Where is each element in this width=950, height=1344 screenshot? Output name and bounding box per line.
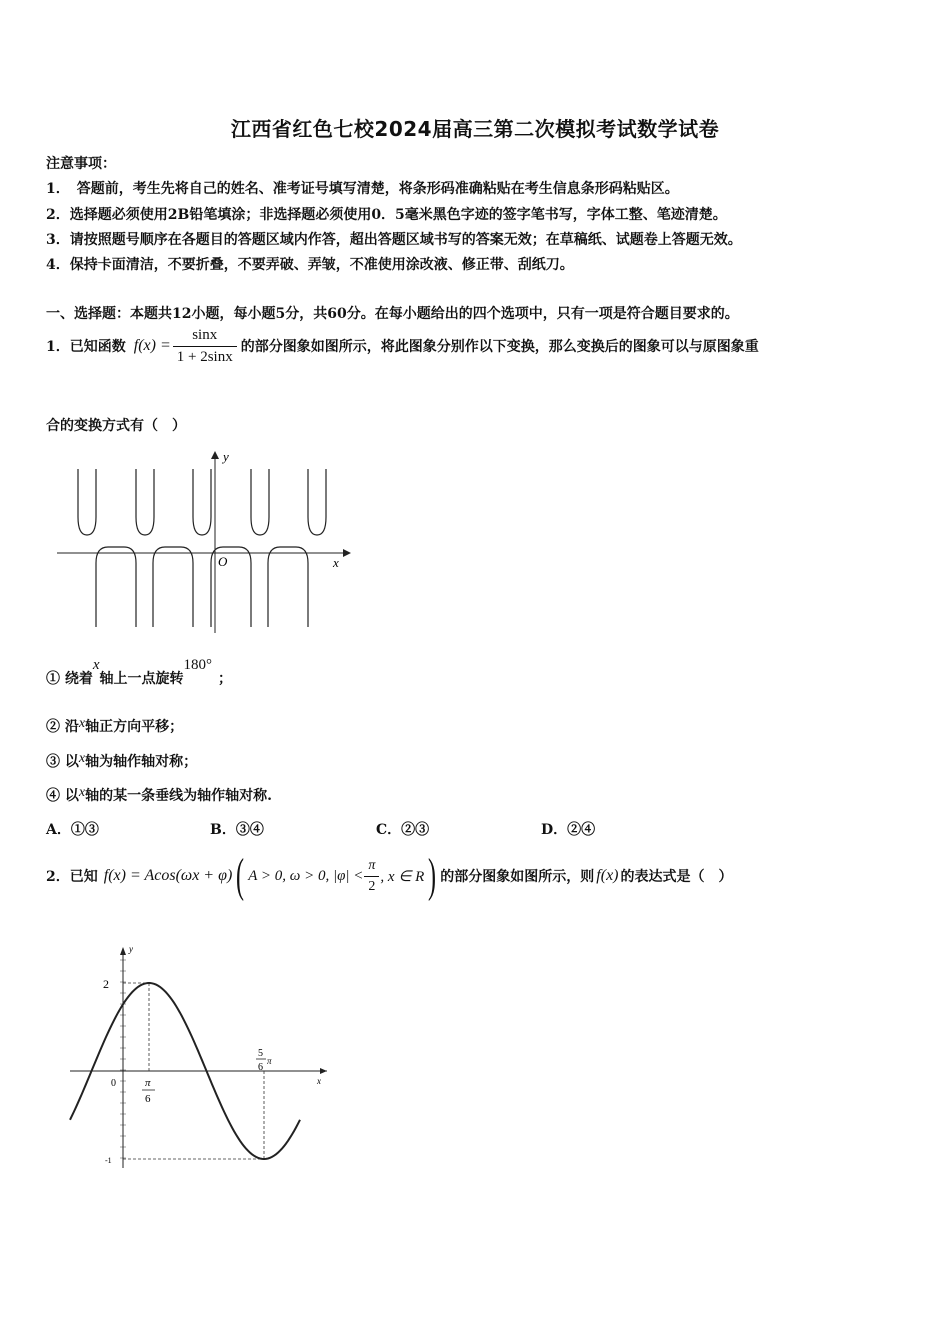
q1-s2-pre: ② 沿 [46, 719, 79, 735]
q1-option-c[interactable] [376, 819, 429, 839]
notice-item-1: 1． 答题前，考生先将自己的姓名、准考证号填写清楚，将条形码准确粘贴在考生信息条形码粘贴区。 [46, 181, 679, 197]
q1-text-a: 的部分图象如图所示，将此图象分别作以下变换，那么变换后的图象可以与原图象重 [240, 339, 759, 355]
notice-heading: 注意事项： [46, 156, 116, 172]
option-letter: A． [46, 822, 71, 838]
q1-statement-3 [46, 751, 197, 771]
q2-end: 的表达式是（ ） [620, 869, 733, 885]
q1-curves [78, 469, 326, 627]
q2-min-label: -1 [105, 1156, 112, 1165]
q1-statement-4 [46, 785, 272, 805]
q1-s1-post: 轴上一点旋转 [99, 671, 184, 687]
q2-cond-frac-num: π [364, 858, 379, 876]
q1-lower-branch [268, 547, 308, 627]
q1-upper-branch [308, 469, 326, 535]
q1-origin-label: O [218, 554, 228, 569]
q1-x-arrow [343, 549, 351, 557]
page-title: 江西省红色七校2024届高三第二次模拟考试数学试卷 [230, 117, 720, 141]
q1-s1-end: ； [218, 671, 233, 687]
q1-s4-post: 轴的某一条垂线为轴作轴对称. [85, 788, 272, 804]
q2-graph [65, 940, 340, 1175]
q2-paren-left: ( [236, 849, 245, 902]
q2-prefix: 2．已知 [46, 869, 98, 885]
q1-s1-pre: ① 绕着 [46, 671, 93, 687]
q2-x2-pi: π [267, 1056, 272, 1066]
notice-item-2: 2．选择题必须使用2B铅笔填涂；非选择题必须使用0．5毫米黑色字迹的签字笔书写，字体工整、笔迹清楚。 [46, 207, 727, 223]
q1-frac-den: 1 + 2sinx [176, 348, 233, 365]
q2-cond-a: A > 0, ω > 0, |φ| < [248, 867, 364, 884]
option-value: ③④ [235, 822, 264, 838]
notice-item-3: 3．请按照题号顺序在各题目的答题区域内作答，超出答题区域书写的答案无效；在草稿纸、试题卷上答题无效。 [46, 232, 742, 248]
notice-item-4: 4．保持卡面清洁，不要折叠，不要弄破、弄皱，不准使用涂改液、修正带、刮纸刀。 [46, 257, 574, 273]
q1-upper-branch [78, 469, 96, 535]
option-letter: B． [210, 822, 236, 838]
q1-s4-pre: ④ 以 [46, 788, 79, 804]
q2-func: f(x) = Acos(ωx + φ) [103, 867, 233, 884]
q1-s2-post: 轴正方向平移； [85, 719, 184, 735]
q1-y-label: y [223, 449, 229, 464]
section-heading: 一、选择题：本题共12小题，每小题5分，共60分。在每小题给出的四个选项中，只有一项是符合题目要求的。 [46, 306, 739, 322]
q1-func-lhs: f(x) = [133, 337, 171, 354]
q1-upper-branch [193, 469, 211, 535]
q1-lower-branch [96, 547, 136, 627]
q2-cond-frac-den: 2 [368, 878, 376, 894]
q1-x-label: x [333, 555, 339, 570]
q2-x-arrow [320, 1068, 327, 1074]
q2-x1-den: 6 [145, 1093, 151, 1105]
q1-lower-branch [211, 547, 251, 627]
q1-s2-var: x [78, 716, 86, 731]
option-value: ②③ [401, 822, 430, 838]
q2-text: 的部分图象如图所示，则 [440, 869, 595, 885]
q1-y-arrow [211, 451, 219, 459]
q2-x-label: x [317, 1076, 321, 1086]
q1-statement-1 [46, 657, 233, 688]
q1-stem [46, 327, 759, 365]
q1-s3-post: 轴为轴作轴对称； [85, 754, 198, 770]
option-letter: D． [541, 822, 568, 838]
q1-upper-branch [251, 469, 269, 535]
q2-x1-num: π [145, 1077, 151, 1089]
q1-s3-var: x [78, 751, 86, 766]
q1-upper-branch [136, 469, 154, 535]
q1-frac-num: sinx [173, 327, 237, 347]
option-value: ②④ [567, 822, 596, 838]
q1-option-b[interactable] [210, 819, 264, 839]
q2-y-label: y [129, 944, 133, 954]
option-letter: C． [376, 822, 402, 838]
q1-s3-pre: ③ 以 [46, 754, 79, 770]
q2-origin-label: 0 [111, 1078, 116, 1089]
q2-fx: f(x) [596, 867, 619, 884]
option-value: ①③ [70, 822, 99, 838]
q1-s1-var: x [92, 657, 100, 673]
q1-s1-angle: 180° [183, 657, 213, 673]
q2-x2-den: 6 [258, 1062, 263, 1073]
q1-lower-branch [153, 547, 193, 627]
q2-cond-frac [364, 858, 379, 894]
q1-graph [55, 447, 355, 637]
q1-prefix: 1．已知函数 [46, 339, 126, 355]
q2-paren-right: ) [428, 849, 437, 902]
q1-text-b: 合的变换方式有（ ） [46, 418, 186, 434]
q2-y-arrow [120, 947, 126, 955]
q1-statement-2 [46, 716, 183, 736]
q2-stem [46, 850, 733, 902]
q1-fraction [173, 327, 237, 365]
q1-option-a[interactable] [46, 819, 99, 839]
q2-max-label: 2 [103, 977, 109, 991]
q2-x2-num: 5 [258, 1048, 263, 1059]
q1-s4-var: x [78, 785, 86, 800]
q1-option-d[interactable] [541, 819, 595, 839]
q2-cond-b: , x ∈ R [380, 868, 425, 885]
